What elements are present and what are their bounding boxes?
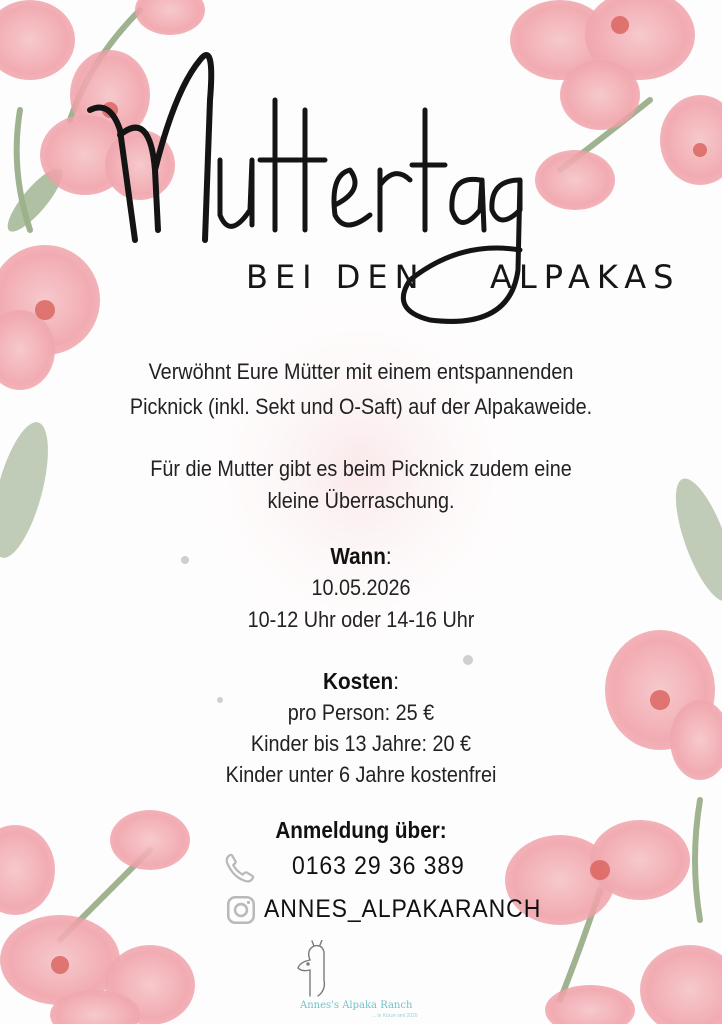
costs-line-2: Kinder bis 13 Jahre: 20 € [250,731,472,756]
subtitle-bei-den: BEI DEN [246,258,426,296]
when-times: 10-12 Uhr oder 14-16 Uhr [247,607,475,632]
intro-line-3: Für die Mutter gibt es beim Picknick zudem eine [150,456,572,481]
logo-tagline: ... in Kürze seit 2020 [372,1013,418,1019]
alpaca-logo-icon [288,940,348,1000]
when-date: 10.05.2026 [311,575,411,600]
intro-line-1: Verwöhnt Eure Mütter mit einem entspannenden [148,359,574,384]
costs-line-3: Kinder unter 6 Jahre kostenfrei [225,762,497,787]
instagram-icon [224,893,258,927]
registration-heading: Anmeldung über: [275,817,447,843]
subtitle-alpakas: ALPAKAS [490,258,681,296]
phone-number[interactable]: 0163 29 36 389 [292,852,465,880]
instagram-handle[interactable]: ANNES_ALPAKARANCH [264,895,542,923]
intro-line-4: kleine Überraschung. [267,488,455,513]
costs-line-1: pro Person: 25 € [287,700,435,725]
costs-heading: Kosten: [323,668,399,694]
intro-line-2: Picknick (inkl. Sekt und O-Saft) auf der Alpakaweide. [129,394,593,419]
phone-icon [222,850,258,886]
when-heading: Wann: [330,543,392,569]
logo-name: Annes's Alpaka Ranch [300,1000,413,1011]
